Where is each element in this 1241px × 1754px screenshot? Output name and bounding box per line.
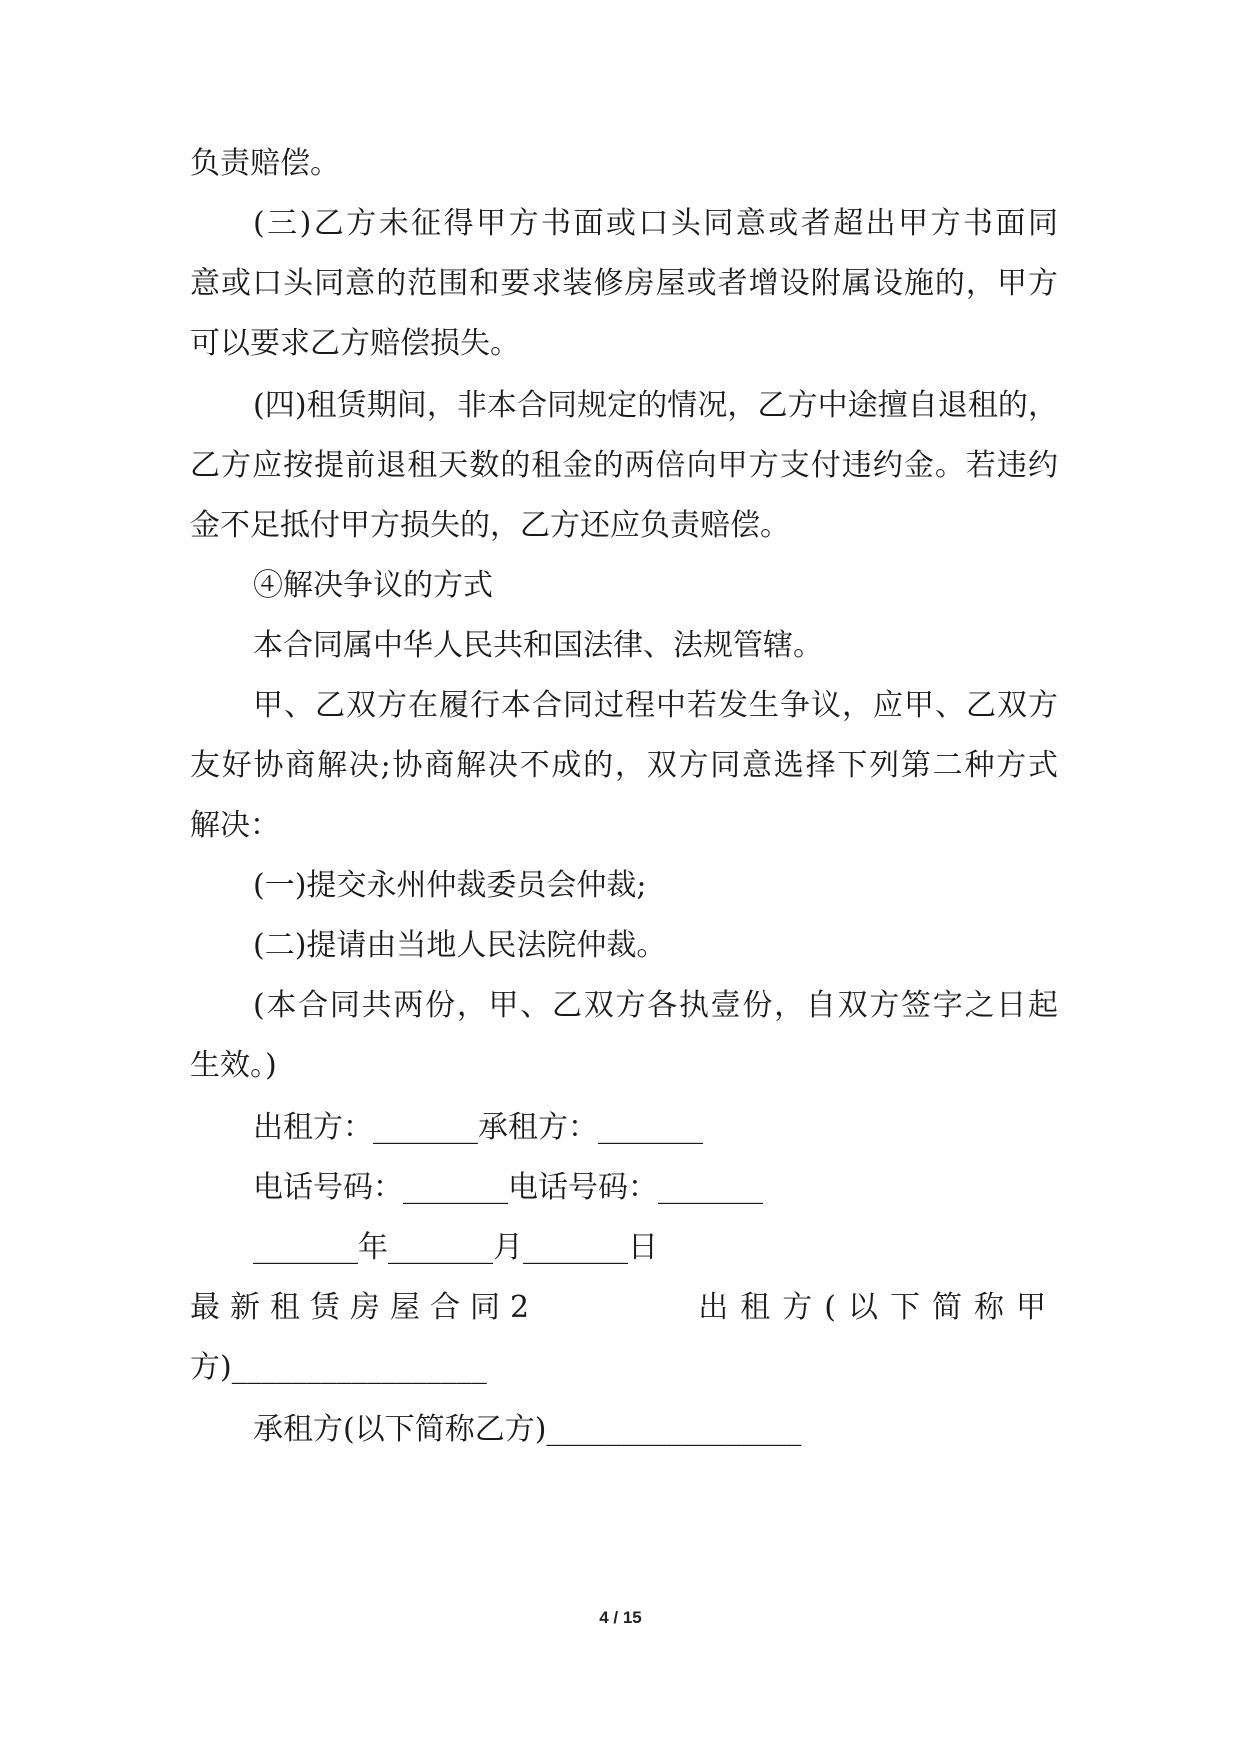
text-line: 方)_________________ bbox=[190, 1350, 487, 1385]
text-line: 解决： bbox=[190, 808, 280, 843]
section-heading: ④解决争议的方式 bbox=[253, 568, 493, 603]
text-line: 友好协商解决;协商解决不成的，双方同意选择下列第二种方式 bbox=[190, 748, 1058, 783]
signature-line-phones: 电话号码：_______电话号码：_______ bbox=[253, 1170, 763, 1205]
text-line: 负责赔偿。 bbox=[190, 146, 340, 181]
text-line: 乙方应按提前退租天数的租金的两倍向甲方支付违约金。若违约 bbox=[190, 448, 1058, 483]
text-line: (四)租赁期间，非本合同规定的情况，乙方中途擅自退租的， bbox=[253, 388, 1058, 423]
text-line: 生效。) bbox=[190, 1048, 277, 1083]
text-line: (一)提交永州仲裁委员会仲裁; bbox=[253, 868, 647, 903]
text-line: (二)提请由当地人民法院仲裁。 bbox=[253, 928, 667, 963]
contract-title: 最新租赁房屋合同2 bbox=[190, 1290, 540, 1325]
text-line: 承租方(以下简称乙方)_________________ bbox=[253, 1412, 802, 1447]
text-line: (三)乙方未征得甲方书面或口头同意或者超出甲方书面同 bbox=[253, 206, 1058, 241]
text-line: 本合同属中华人民共和国法律、法规管辖。 bbox=[253, 628, 823, 663]
text-line: 金不足抵付甲方损失的，乙方还应负责赔偿。 bbox=[190, 508, 790, 543]
contract-title-line bbox=[190, 1282, 1058, 1334]
text-line: 可以要求乙方赔偿损失。 bbox=[190, 326, 520, 361]
text-line: (本合同共两份，甲、乙双方各执壹份，自双方签字之日起 bbox=[253, 988, 1058, 1023]
signature-line-parties: 出租方：_______承租方：_______ bbox=[253, 1110, 703, 1145]
text-line: 意或口头同意的范围和要求装修房屋或者增设附属设施的，甲方 bbox=[190, 266, 1058, 301]
lessor-intro: 出租方(以下简称甲 bbox=[698, 1290, 1058, 1325]
page-indicator: 4 / 15 bbox=[599, 1608, 642, 1627]
signature-line-date: _______年_______月_______日 bbox=[253, 1230, 658, 1265]
text-line: 甲、乙双方在履行本合同过程中若发生争议，应甲、乙双方 bbox=[253, 688, 1058, 723]
